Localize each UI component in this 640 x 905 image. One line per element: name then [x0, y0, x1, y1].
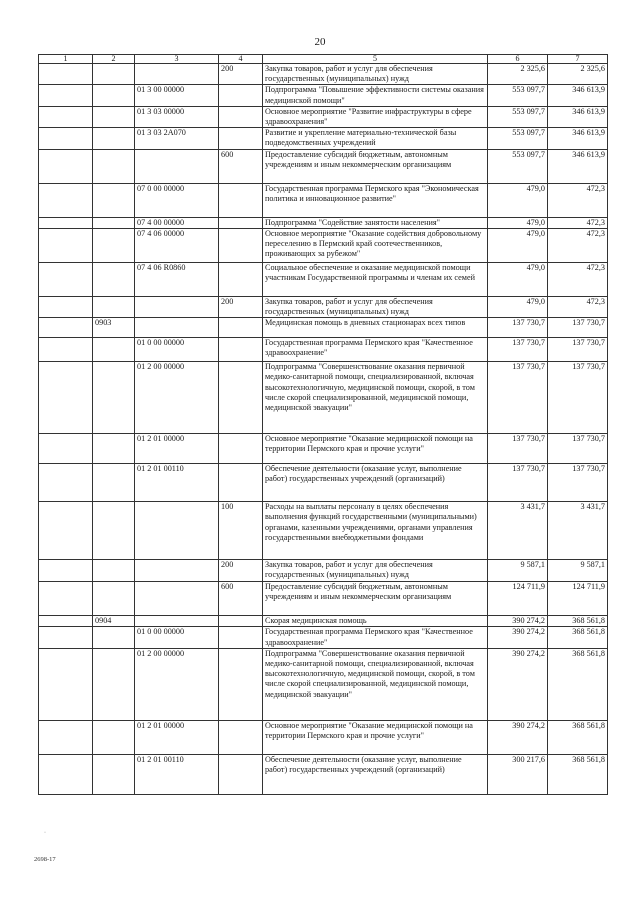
cell-amount-1: 390 274,2	[488, 627, 548, 648]
table-row	[39, 217, 608, 228]
table-header-row	[39, 55, 608, 64]
cell-target-article	[135, 560, 219, 582]
cell-expense-type	[219, 128, 263, 149]
table-row	[39, 464, 608, 502]
cell-expense-type: 200	[219, 560, 263, 582]
cell-item-name: Закупка товаров, работ и услуг для обеспечения государственных (муниципальных) нужд	[263, 296, 488, 317]
cell-amount-2: 368 561,8	[548, 754, 608, 794]
cell-item-name: Скорая медицинская помощь	[263, 616, 488, 627]
cell-amount-1: 390 274,2	[488, 720, 548, 754]
cell-item-name: Основное мероприятие "Оказание содействия добровольному переселению в Пермский край соотечественников, проживающих за рубежом"	[263, 228, 488, 262]
cell-col-1	[39, 296, 93, 317]
cell-item-name: Закупка товаров, работ и услуг для обеспечения государственных (муниципальных) нужд	[263, 64, 488, 85]
cell-target-article	[135, 318, 219, 338]
cell-amount-1: 300 217,6	[488, 754, 548, 794]
table-row	[39, 754, 608, 794]
cell-item-name: Государственная программа Пермского края "Качественное здравоохранение"	[263, 338, 488, 362]
cell-amount-1: 553 097,7	[488, 149, 548, 183]
cell-amount-2: 472,3	[548, 296, 608, 317]
cell-expense-type	[219, 228, 263, 262]
cell-amount-1: 479,0	[488, 183, 548, 217]
scan-dot-mark: ·	[44, 830, 46, 836]
cell-expense-type	[219, 85, 263, 106]
table-row	[39, 560, 608, 582]
cell-section-code	[93, 183, 135, 217]
table-row	[39, 582, 608, 616]
cell-section-code	[93, 648, 135, 720]
cell-item-name: Основное мероприятие "Оказание медицинской помощи на территории Пермского края и прочие услуги"	[263, 720, 488, 754]
cell-amount-1: 390 274,2	[488, 648, 548, 720]
table-row	[39, 720, 608, 754]
cell-expense-type	[219, 338, 263, 362]
cell-col-1	[39, 149, 93, 183]
cell-expense-type	[219, 318, 263, 338]
cell-section-code	[93, 85, 135, 106]
cell-target-article: 01 2 01 00110	[135, 754, 219, 794]
header-col-6: 6	[488, 55, 548, 64]
cell-amount-2: 472,3	[548, 217, 608, 228]
cell-amount-2: 368 561,8	[548, 720, 608, 754]
cell-target-article	[135, 616, 219, 627]
cell-expense-type	[219, 464, 263, 502]
cell-amount-1: 137 730,7	[488, 318, 548, 338]
cell-col-1	[39, 128, 93, 149]
cell-item-name: Подпрограмма "Содействие занятости населения"	[263, 217, 488, 228]
table-row	[39, 128, 608, 149]
cell-col-1	[39, 648, 93, 720]
table-row	[39, 616, 608, 627]
cell-section-code	[93, 149, 135, 183]
budget-table	[38, 54, 608, 795]
cell-col-1	[39, 64, 93, 85]
cell-amount-2: 137 730,7	[548, 434, 608, 464]
table-row	[39, 338, 608, 362]
cell-col-1	[39, 434, 93, 464]
cell-expense-type	[219, 262, 263, 296]
cell-expense-type: 600	[219, 149, 263, 183]
cell-amount-2: 3 431,7	[548, 502, 608, 560]
cell-amount-2: 137 730,7	[548, 318, 608, 338]
cell-section-code	[93, 338, 135, 362]
page-number: 20	[314, 36, 326, 48]
cell-item-name: Обеспечение деятельности (оказание услуг, выполнение работ) государственных учреждений (организаций)	[263, 464, 488, 502]
cell-item-name: Обеспечение деятельности (оказание услуг, выполнение работ) государственных учреждений (организаций)	[263, 754, 488, 794]
cell-target-article: 01 3 00 00000	[135, 85, 219, 106]
cell-target-article: 07 0 00 00000	[135, 183, 219, 217]
cell-col-1	[39, 217, 93, 228]
table-row	[39, 648, 608, 720]
cell-target-article: 07 4 06 00000	[135, 228, 219, 262]
cell-amount-1: 3 431,7	[488, 502, 548, 560]
cell-amount-2: 2 325,6	[548, 64, 608, 85]
header-col-7: 7	[548, 55, 608, 64]
cell-target-article: 01 2 01 00000	[135, 434, 219, 464]
cell-amount-2: 137 730,7	[548, 464, 608, 502]
cell-amount-2: 346 613,9	[548, 149, 608, 183]
cell-section-code	[93, 582, 135, 616]
cell-section-code	[93, 720, 135, 754]
cell-amount-2: 346 613,9	[548, 128, 608, 149]
cell-amount-2: 368 561,8	[548, 648, 608, 720]
cell-item-name: Основное мероприятие "Оказание медицинской помощи на территории Пермского края и прочие услуги"	[263, 434, 488, 464]
cell-col-1	[39, 106, 93, 127]
cell-col-1	[39, 85, 93, 106]
cell-item-name: Подпрограмма "Повышение эффективности системы оказания медицинской помощи"	[263, 85, 488, 106]
cell-amount-1: 390 274,2	[488, 616, 548, 627]
cell-col-1	[39, 262, 93, 296]
cell-col-1	[39, 338, 93, 362]
cell-item-name: Основное мероприятие "Развитие инфраструктуры в сфере здравоохранения"	[263, 106, 488, 127]
cell-expense-type	[219, 627, 263, 648]
cell-item-name: Медицинская помощь в дневных стационарах всех типов	[263, 318, 488, 338]
cell-col-1	[39, 502, 93, 560]
cell-section-code	[93, 217, 135, 228]
header-col-1: 1	[39, 55, 93, 64]
cell-expense-type: 600	[219, 582, 263, 616]
cell-target-article	[135, 149, 219, 183]
cell-target-article: 01 2 00 00000	[135, 362, 219, 434]
cell-amount-1: 479,0	[488, 296, 548, 317]
cell-section-code	[93, 228, 135, 262]
cell-section-code	[93, 296, 135, 317]
cell-item-name: Расходы на выплаты персоналу в целях обеспечения выполнения функций государственными (муниципальными) органами, казенными учреждениями, органами управления государственными внебюджетными фондами	[263, 502, 488, 560]
cell-item-name: Предоставление субсидий бюджетным, автономным учреждениям и иным некоммерческим организациям	[263, 149, 488, 183]
cell-target-article	[135, 296, 219, 317]
cell-expense-type	[219, 434, 263, 464]
table-row	[39, 149, 608, 183]
footer-document-code: 2698-17	[34, 856, 56, 863]
cell-amount-2: 368 561,8	[548, 616, 608, 627]
cell-col-1	[39, 362, 93, 434]
table-row	[39, 183, 608, 217]
cell-expense-type	[219, 648, 263, 720]
cell-col-1	[39, 560, 93, 582]
cell-amount-2: 368 561,8	[548, 627, 608, 648]
table-body	[39, 64, 608, 795]
cell-target-article: 07 4 00 00000	[135, 217, 219, 228]
cell-target-article	[135, 582, 219, 616]
table-row	[39, 106, 608, 127]
cell-item-name: Государственная программа Пермского края "Экономическая политика и инновационное развитие"	[263, 183, 488, 217]
cell-amount-2: 137 730,7	[548, 362, 608, 434]
header-col-4: 4	[219, 55, 263, 64]
cell-amount-2: 472,3	[548, 183, 608, 217]
header-col-3: 3	[135, 55, 219, 64]
cell-target-article: 01 3 03 00000	[135, 106, 219, 127]
cell-section-code	[93, 560, 135, 582]
cell-item-name: Предоставление субсидий бюджетным, автономным учреждениям и иным некоммерческим организациям	[263, 582, 488, 616]
cell-target-article: 01 0 00 00000	[135, 627, 219, 648]
cell-section-code	[93, 262, 135, 296]
cell-expense-type	[219, 720, 263, 754]
cell-amount-1: 553 097,7	[488, 85, 548, 106]
cell-amount-1: 479,0	[488, 217, 548, 228]
cell-amount-2: 472,3	[548, 262, 608, 296]
cell-section-code	[93, 434, 135, 464]
cell-target-article: 01 2 01 00110	[135, 464, 219, 502]
header-col-5: 5	[263, 55, 488, 64]
cell-item-name: Социальное обеспечение и оказание медицинской помощи участникам Государственной программы и членам их семей	[263, 262, 488, 296]
cell-col-1	[39, 183, 93, 217]
table-row	[39, 362, 608, 434]
table-row	[39, 85, 608, 106]
table-row	[39, 627, 608, 648]
table-row	[39, 262, 608, 296]
cell-col-1	[39, 318, 93, 338]
cell-col-1	[39, 464, 93, 502]
cell-amount-1: 137 730,7	[488, 362, 548, 434]
cell-amount-2: 346 613,9	[548, 85, 608, 106]
cell-target-article: 01 2 00 00000	[135, 648, 219, 720]
table-row	[39, 228, 608, 262]
cell-col-1	[39, 627, 93, 648]
cell-target-article	[135, 64, 219, 85]
cell-expense-type	[219, 616, 263, 627]
cell-section-code: 0904	[93, 616, 135, 627]
cell-section-code	[93, 64, 135, 85]
cell-target-article	[135, 502, 219, 560]
cell-target-article: 01 2 01 00000	[135, 720, 219, 754]
cell-amount-2: 472,3	[548, 228, 608, 262]
cell-amount-1: 2 325,6	[488, 64, 548, 85]
cell-amount-2: 9 587,1	[548, 560, 608, 582]
header-col-2: 2	[93, 55, 135, 64]
cell-target-article: 01 0 00 00000	[135, 338, 219, 362]
cell-amount-1: 553 097,7	[488, 106, 548, 127]
cell-amount-1: 479,0	[488, 228, 548, 262]
cell-target-article: 01 3 03 2А070	[135, 128, 219, 149]
cell-section-code	[93, 106, 135, 127]
cell-col-1	[39, 582, 93, 616]
cell-amount-2: 137 730,7	[548, 338, 608, 362]
cell-section-code	[93, 128, 135, 149]
cell-amount-1: 137 730,7	[488, 434, 548, 464]
cell-expense-type: 200	[219, 296, 263, 317]
cell-section-code: 0903	[93, 318, 135, 338]
table-row	[39, 64, 608, 85]
cell-item-name: Государственная программа Пермского края "Качественное здравоохранение"	[263, 627, 488, 648]
cell-expense-type	[219, 362, 263, 434]
cell-col-1	[39, 616, 93, 627]
cell-section-code	[93, 502, 135, 560]
cell-amount-2: 124 711,9	[548, 582, 608, 616]
cell-expense-type: 100	[219, 502, 263, 560]
cell-col-1	[39, 754, 93, 794]
cell-section-code	[93, 627, 135, 648]
cell-expense-type	[219, 217, 263, 228]
cell-item-name: Развитие и укрепление материально-технической базы подведомственных учреждений	[263, 128, 488, 149]
cell-target-article: 07 4 06 R0860	[135, 262, 219, 296]
cell-amount-1: 553 097,7	[488, 128, 548, 149]
cell-amount-1: 124 711,9	[488, 582, 548, 616]
cell-expense-type	[219, 183, 263, 217]
table-row	[39, 296, 608, 317]
cell-expense-type	[219, 106, 263, 127]
table-row	[39, 434, 608, 464]
cell-col-1	[39, 228, 93, 262]
cell-item-name: Подпрограмма "Совершенствование оказания первичной медико-санитарной помощи, специализированной, включая высокотехнологичную, медицинской помощи, скорой, в том числе скорой специализированной, медицинской помощи, медицинской эвакуации"	[263, 362, 488, 434]
cell-item-name: Закупка товаров, работ и услуг для обеспечения государственных (муниципальных) нужд	[263, 560, 488, 582]
table-row	[39, 502, 608, 560]
cell-amount-1: 137 730,7	[488, 338, 548, 362]
cell-col-1	[39, 720, 93, 754]
table-row	[39, 318, 608, 338]
cell-amount-2: 346 613,9	[548, 106, 608, 127]
cell-amount-1: 137 730,7	[488, 464, 548, 502]
cell-expense-type: 200	[219, 64, 263, 85]
cell-amount-1: 9 587,1	[488, 560, 548, 582]
cell-section-code	[93, 464, 135, 502]
cell-item-name: Подпрограмма "Совершенствование оказания первичной медико-санитарной помощи, специализированной, включая высокотехнологичную, медицинской помощи, скорой, в том числе скорой специализированной, медицинской помощи, медицинской эвакуации"	[263, 648, 488, 720]
cell-section-code	[93, 754, 135, 794]
cell-amount-1: 479,0	[488, 262, 548, 296]
cell-expense-type	[219, 754, 263, 794]
cell-section-code	[93, 362, 135, 434]
